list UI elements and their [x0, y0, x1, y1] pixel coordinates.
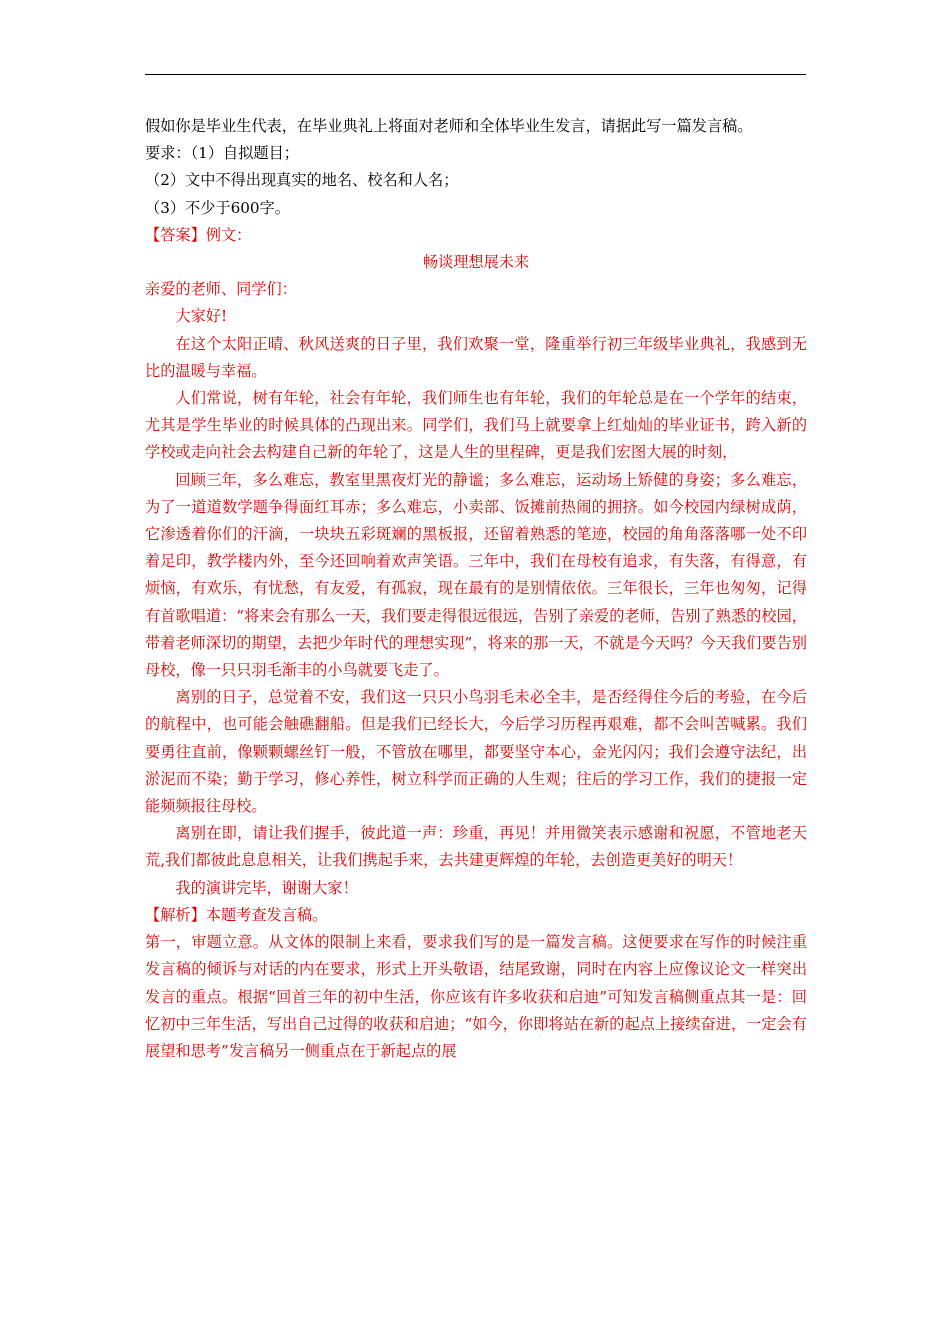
essay-title: 畅谈理想展未来 [422, 253, 530, 272]
document-body [145, 113, 807, 1065]
analysis-label: 本题考查发言稿。 [205, 905, 328, 924]
prompt-requirement-2: （2）文中不得出现真实的地名、校名和人名； [145, 171, 459, 190]
essay-paragraph-3: 回顾三年，多么难忘，教室里黑夜灯光的静谧；多么难忘，运动场上矫健的身姿；多么难忘，为了一道道数学题争得面红耳赤；多么难忘，小卖部、饭摊前热闹的拥挤。如今校园内绿树成荫，它渗透着你们的汗滴，一块块五彩斑斓的黑板报，还留着熟悉的笔迹，校园的角角落落哪一处不印着足印，教学楼内外，至今还回响着欢声笑语。三年中，我们在母校有追求，有失落，有得意，有烦恼，有欢乐，有忧愁，有友爱，有孤寂，现在最有的是别情依依。三年很长，三年也匆匆，记得有首歌唱道：“将来会有那么一天，我们要走得很远很远，告别了亲爱的老师，告别了熟悉的校园，带着老师深切的期望，去把少年时代的理想实现”，将来的那一天，不就是今天吗？今天我们要告别母校，像一只只羽毛渐丰的小鸟就要飞走了。 [145, 470, 807, 680]
analysis-tag: 【解析】 [145, 905, 206, 924]
answer-tag: 【答案】 [145, 225, 206, 244]
essay-paragraph-2: 人们常说，树有年轮，社会有年轮，我们师生也有年轮，我们的年轮总是在一个学年的结束，尤其是学生毕业的时候具体的凸现出来。同学们，我们马上就要拿上红灿灿的毕业证书，跨入新的学校或走向社会去构建自己新的年轮了，这是人生的里程碑，更是我们宏图大展的时刻， [145, 389, 807, 462]
essay-paragraph-5: 离别在即，请让我们握手，彼此道一声：珍重，再见！并用微笑表示感谢和祝愿，不管地老天荒,我们都彼此息息相关，让我们携起手来，去共建更辉煌的年轮，去创造更美好的明天！ [145, 824, 807, 870]
essay-closing: 我的演讲完毕，谢谢大家！ [175, 878, 358, 897]
answer-heading [145, 222, 807, 249]
essay-salutation: 亲爱的老师、同学们： [145, 280, 297, 299]
answer-label: 例文： [205, 225, 252, 244]
header-rule [145, 74, 806, 75]
prompt-requirement-3: （3）不少于600字。 [145, 198, 290, 217]
prompt-intro: 假如你是毕业生代表，在毕业典礼上将面对老师和全体毕业生发言，请据此写一篇发言稿。 [145, 117, 753, 135]
essay-paragraph-1: 在这个太阳正晴、秋风送爽的日子里，我们欢聚一堂，隆重举行初三年级毕业典礼，我感到无比的温暖与幸福。 [145, 334, 807, 380]
essay-paragraph-4: 离别的日子，总觉着不安，我们这一只只小鸟羽毛未必全丰，是否经得住今后的考验，在今后的航程中，也可能会触礁翻船。但是我们已经长大，今后学习历程再艰难，都不会叫苦喊累。我们要勇往直前，像颗颗螺丝钉一般，不管放在哪里，都要坚守本心，金光闪闪；我们会遵守法纪，出淤泥而不染；勤于学习，修心养性，树立科学而正确的人生观；往后的学习工作，我们的捷报一定能频频报往母校。 [145, 688, 807, 816]
analysis-paragraph-1: 第一，审题立意。从文体的限制上来看，要求我们写的是一篇发言稿。这便要求在写作的时候注重发言稿的倾诉与对话的内在要求，形式上开头敬语，结尾致谢，同时在内容上应像议论文一样突出发言的重点。根据“回首三年的初中生活，你应该有许多收获和启迪”可知发言稿侧重点其一是：回忆初中三年生活，写出自己过得的收获和启迪；“如今，你即将站在新的起点上接续奋进，一定会有展望和思考”发言稿另一侧重点在于新起点的展 [145, 933, 807, 1060]
analysis-heading [145, 902, 807, 929]
essay-greeting: 大家好! [175, 307, 228, 326]
prompt-requirement-1: 要求：（1）自拟题目； [145, 144, 299, 163]
